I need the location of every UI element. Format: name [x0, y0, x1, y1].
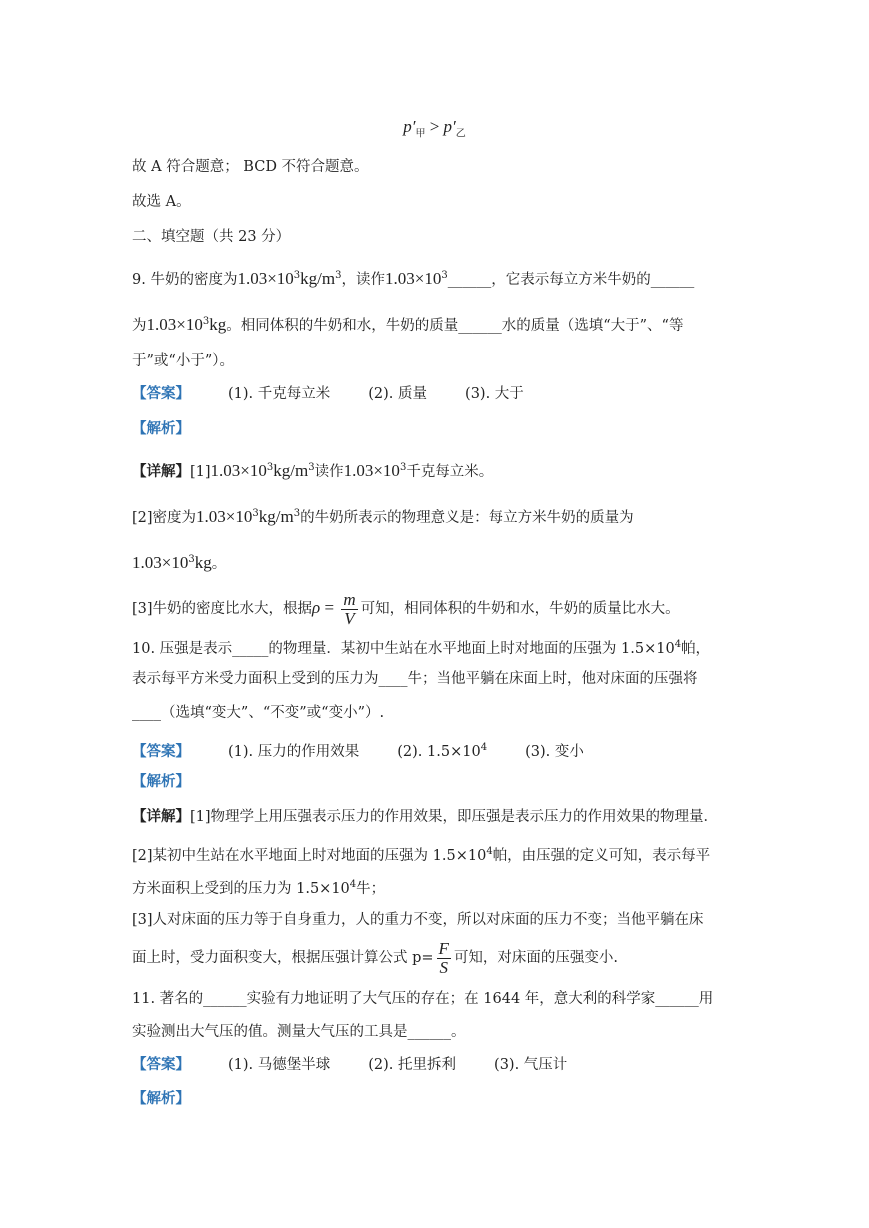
pressure-comparison-formula: $p'_甲 > p'_乙$: [403, 117, 466, 140]
q9-detail-2-cont: $1.03\times 10^3kg$。: [132, 552, 227, 572]
q11-stem-line2: 实验测出大气压的值。测量大气压的工具是______。: [132, 1024, 466, 1040]
q9-analysis-tag: 【解析】: [132, 420, 190, 437]
q9-answer: 【答案】 (1). 千克每立米 (2). 质量 (3). 大于: [132, 385, 524, 402]
q11-answer: 【答案】 (1). 马德堡半球 (2). 托里拆利 (3). 气压计: [132, 1056, 568, 1073]
q10-stem-line2: 表示每平方米受力面积上受到的压力为____牛；当他平躺在床面上时，他对床面的压强将: [132, 671, 698, 687]
q10-detail-1: 【详解】[1]物理学上用压强表示压力的作用效果，即压强是表示压力的作用效果的物理量．: [132, 808, 719, 825]
q11-analysis-tag: 【解析】: [132, 1090, 190, 1107]
q11-stem-line1: 11. 著名的______实验有力地证明了大气压的存在；在 1644 年，意大利的科学家______用: [132, 991, 714, 1007]
q9-stem-line3: 于”或“小于”）。: [132, 353, 234, 369]
q9-detail-2: [2]密度为$1.03\times 10^3kg/m^3$的牛奶所表示的物理意义是：每立方米牛奶的质量为: [132, 506, 634, 526]
q9-stem-line1: 9. 牛奶的密度为$1.03\times 10^3kg/m^3$，读作$1.03\times 10^3\_\_\_\_\_\_$，它表示每立方米牛奶的______: [132, 268, 695, 288]
q9-detail-3: [3]牛奶的密度比水大，根据ρ = $\frac{m}{V}$ 可知，相同体积的牛奶和水，牛奶的质量比水大。: [132, 589, 680, 628]
q10-stem-line3: ____（选填“变大”、“不变”或“变小”）.: [132, 705, 385, 721]
q9-detail-1: 【详解】$[1]1.03\times 10^3kg/m^3$读作$1.03\times 10^3$千克每立米。: [132, 460, 494, 480]
q10-stem-line1: 10. 压强是表示_____的物理量．某初中生站在水平地面上时对地面的压强为 $1.5\times 10^4$帕，: [132, 639, 711, 657]
q10-analysis-tag: 【解析】: [132, 773, 190, 790]
q10-detail-2: [2]某初中生站在水平地面上时对地面的压强为 $1.5\times 10^4$帕，由压强的定义可知，表示每平: [132, 846, 711, 864]
q9-stem-line2: 为$1.03\times 10^3kg$。相同体积的牛奶和水，牛奶的质量______水的质量（选填“大于”、“等: [132, 314, 684, 334]
q10-answer: 【答案】 (1). 压力的作用效果 (2). $1.5\times 10^4$ (3). 变小: [132, 742, 584, 760]
q10-detail-3: [3]人对床面的压力等于自身重力，人的重力不变，所以对床面的压力不变；当他平躺在床: [132, 912, 704, 928]
q10-detail-3-cont: 面上时，受力面积变大，根据压强计算公式 p= $\frac{F}{S}$ 可知，对床面的压强变小.: [132, 938, 619, 977]
pressure-fraction: $\frac{F}{S}$: [438, 938, 449, 977]
section-heading: 二、填空题（共 23 分）: [132, 229, 291, 245]
conclusion-line: 故 A 符合题意； BCD 不符合题意。: [132, 159, 369, 175]
q10-detail-2-cont: 方米面积上受到的压力为 $1.5\times 10^4$牛；: [132, 879, 386, 897]
density-fraction: $\frac{m}{V}$: [343, 589, 356, 628]
choice-line: 故选 A。: [132, 194, 191, 210]
